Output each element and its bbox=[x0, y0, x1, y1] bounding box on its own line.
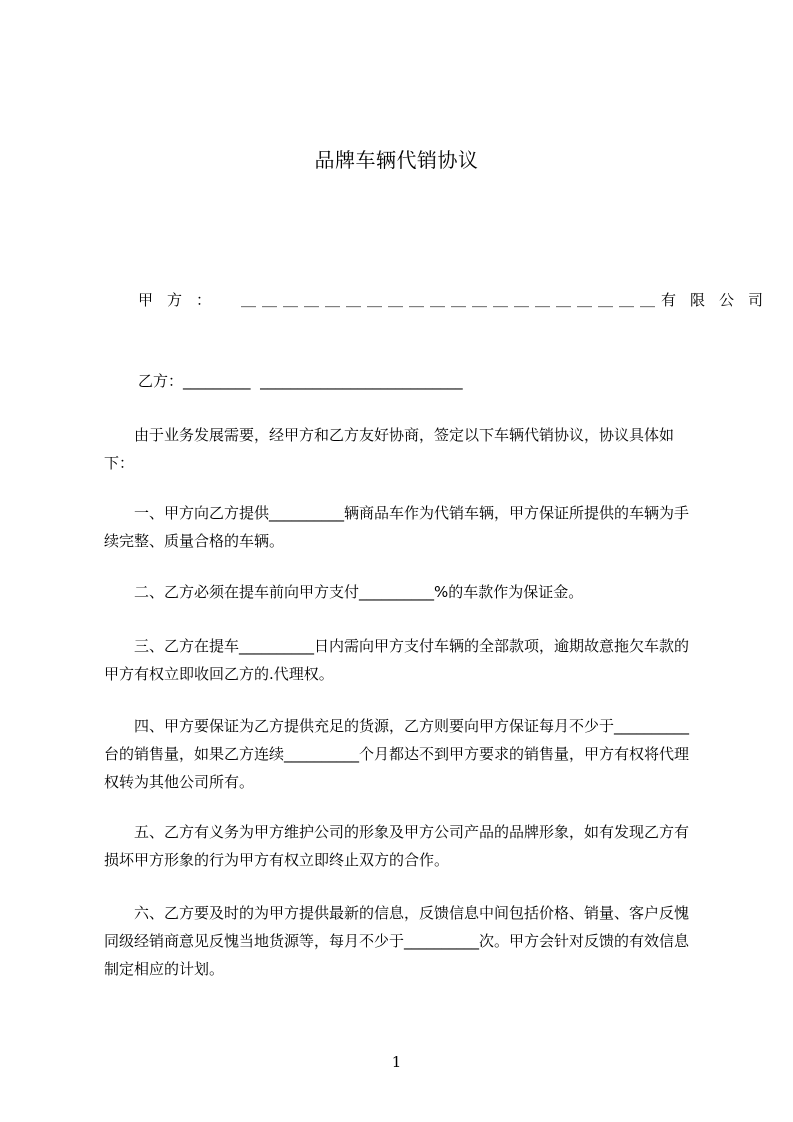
party-a-line bbox=[104, 286, 778, 314]
clause-4: 四、甲方要保证为乙方提供充足的货源，乙方则要向甲方保证每月不少于__________台的销售量，如果乙方连续__________个月都达不到甲方要求的销售量，甲方有权将代理权转为其他公司所有。 bbox=[104, 717, 690, 791]
party-b-line bbox=[138, 367, 463, 395]
clause-1: 一、甲方向乙方提供__________辆商品车作为代销车辆，甲方保证所提供的车辆为手续完整、质量合格的车辆。 bbox=[104, 504, 690, 550]
clause-2: 二、乙方必须在提车前向甲方支付__________%的车款作为保证金。 bbox=[134, 583, 584, 601]
party-a-blank: ＿＿＿＿＿＿＿＿＿＿＿＿＿＿＿＿＿＿＿＿ bbox=[241, 291, 662, 309]
page-title: 品牌车辆代销协议 bbox=[314, 148, 479, 172]
party-a-label: 甲方： bbox=[138, 291, 226, 309]
clause-5: 五、乙方有义务为甲方维护公司的形象及甲方公司产品的品牌形象，如有发现乙方有损坏甲方形象的行为甲方有权立即终止双方的合作。 bbox=[104, 823, 690, 869]
party-b-blank-2: ___________________________ bbox=[260, 372, 463, 390]
party-b-label: 乙方： bbox=[138, 372, 184, 390]
party-b-blank-1: _________ bbox=[183, 372, 251, 390]
party-a-suffix: 有限公司 bbox=[661, 291, 778, 309]
clause-3: 三、乙方在提车__________日内需向甲方支付车辆的全部款项，逾期故意拖欠车款的甲方有权立即收回乙方的.代理权。 bbox=[104, 637, 690, 683]
page-number: 1 bbox=[391, 1053, 402, 1071]
intro-paragraph: 由于业务发展需要，经甲方和乙方友好协商，签定以下车辆代销协议，协议具体如下： bbox=[104, 426, 675, 472]
clause-6: 六、乙方要及时的为甲方提供最新的信息，反馈信息中间包括价格、销量、客户反愧同级经销商意见反愧当地货源等，每月不少于__________次。甲方会针对反馈的有效信息制定相应的计划。 bbox=[104, 904, 690, 978]
